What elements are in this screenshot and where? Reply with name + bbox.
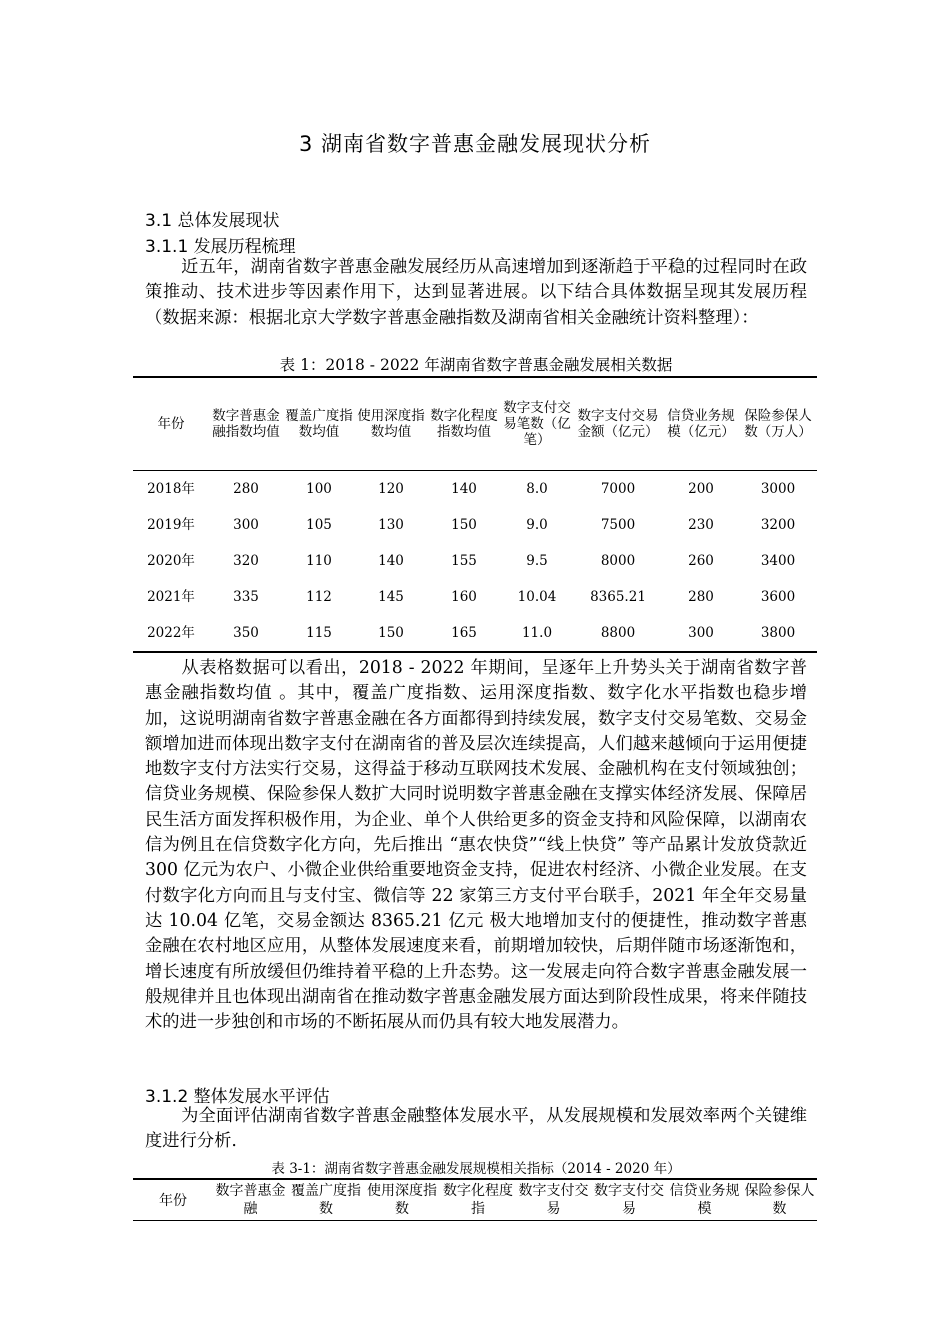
table1-header-depth: 使用深度指数均值: [355, 377, 427, 471]
table-cell: 130: [378, 516, 404, 533]
table2-header-digitization: 数字化程度指: [440, 1179, 516, 1221]
table-cell: 300: [663, 615, 739, 652]
table-cell: 8.0: [526, 480, 548, 497]
table-cell: 3400: [760, 552, 796, 569]
table-cell: 7500: [600, 516, 636, 533]
table-row: [133, 615, 817, 652]
table1-header-credit: 信贷业务规模（亿元）: [663, 377, 739, 471]
table2-header-year: 年份: [133, 1179, 213, 1221]
paragraph-evaluation-text: 为全面评估湖南省数字普惠金融整体发展水平，从发展规模和发展效率两个关键维度进行分析.: [145, 1106, 807, 1152]
paragraph-history: [145, 255, 807, 331]
table1: [133, 376, 817, 653]
table-cell: 3800: [739, 615, 817, 652]
table-cell: 335: [233, 588, 259, 605]
table-cell: 165: [427, 615, 501, 652]
table1-header-digitization: 数字化程度指数均值: [427, 377, 501, 471]
table-cell: 120: [378, 480, 404, 497]
table-cell: 3600: [760, 588, 796, 605]
table-cell: 200: [688, 480, 714, 497]
table-cell: 280: [688, 588, 714, 605]
table-row: [133, 507, 817, 543]
table1-header-insurance: 保险参保人数（万人）: [739, 377, 817, 471]
table-cell: 280: [233, 480, 259, 497]
table-cell: 155: [451, 552, 477, 569]
table2-header-payment-count: 数字支付交易: [516, 1179, 591, 1221]
table-cell: 8800: [573, 615, 663, 652]
table-cell: 11.0: [501, 615, 573, 652]
table-cell: 3000: [760, 480, 796, 497]
table-cell: 3200: [760, 516, 796, 533]
chapter-title: 3 湖南省数字普惠金融发展现状分析: [298, 132, 652, 156]
section-heading-3-1: 3.1 总体发展现状: [145, 211, 280, 231]
paragraph-history-text: 近五年，湖南省数字普惠金融发展经历从高速增加到逐渐趋于平稳的过程同时在政策推动、技术进步等因素作用下，达到显著进展。以下结合具体数据呈现其发展历程（数据来源：根据北京大学数字普惠金融指数及湖南省相关金融统计资料整理）：: [145, 257, 807, 328]
table-cell: 2019年: [147, 516, 195, 533]
table-cell: 9.0: [526, 516, 548, 533]
table-cell: 110: [306, 552, 332, 569]
table1-header-payment-count: 数字支付交易笔数（亿笔）: [501, 377, 573, 471]
table-cell: 140: [378, 552, 404, 569]
table-cell: 100: [306, 480, 332, 497]
table2: [133, 1178, 817, 1221]
table1-header-year: 年份: [133, 377, 209, 471]
table-cell: 300: [233, 516, 259, 533]
table-cell: 2021年: [147, 588, 195, 605]
table-cell: 8365.21: [590, 588, 646, 605]
table-cell: 230: [688, 516, 714, 533]
table2-header-credit: 信贷业务规模: [667, 1179, 742, 1221]
table2-header-row: [133, 1179, 817, 1221]
paragraph-analysis-text: 从表格数据可以看出，2018 - 2022 年期间，呈逐年上升势头关于湖南省数字普惠金融指数均值 。其中，覆盖广度指数、运用深度指数、数字化水平指数也稳步增加，这说明湖南省数字普惠金融在各方面都得到持续发展，数字支付交易笔数、交易金额增加进而体现出数字支付在湖南省的普及层次连续提高，人们越来越倾向于运用便捷地数字支付方法实行交易，这得益于移动互联网技术发展、金融机构在支付领域独创；信贷业务规模、保险参保人数扩大同时说明数字普惠金融在支撑实体经济发展、保障居民生活方面发挥积极作用，为企业、单个人供给更多的资金支持和风险保障，以湖南农信为例且在信贷数字化方向，先后推出 “惠农快贷”“线上快贷” 等产品累计发放贷款近 300 亿元为农户、小微企业供给重要地资金支持，促进农村经济、小微企业发展。在支付数字化方向而且与支付宝、微信等 22 家第三方支付平台联手，2021 年全年交易量达 10.04 亿笔，交易金额达 8365.21 亿元 极大地增加支付的便捷性，推动数字普惠金融在农村地区应用，从整体发展速度来看，前期增加较快，后期伴随市场逐渐饱和，增长速度有所放缓但仍维持着平稳的上升态势。这一发展走向符合数字普惠金融发展一般规律并且也体现出湖南省在推动数字普惠金融发展方面达到阶段性成果，将来伴随技术的进一步独创和市场的不断拓展从而仍具有较大地发展潜力。: [145, 658, 807, 1033]
table-cell: 350: [209, 615, 283, 652]
paragraph-evaluation: [145, 1104, 807, 1155]
table-cell: 10.04: [517, 588, 557, 605]
table-cell: 7000: [600, 480, 636, 497]
table1-header-breadth: 覆盖广度指数均值: [283, 377, 355, 471]
table-cell: 8000: [600, 552, 636, 569]
paragraph-analysis: [145, 656, 807, 1035]
table1-caption: 表 1：2018 - 2022 年湖南省数字普惠金融发展相关数据: [279, 356, 673, 374]
table2-caption: 表 3-1：湖南省数字普惠金融发展规模相关指标（2014 - 2020 年）: [271, 1161, 681, 1177]
table-cell: 2018年: [147, 480, 195, 497]
table-cell: 150: [355, 615, 427, 652]
table-cell: 9.5: [526, 552, 548, 569]
table1-header-row: [133, 377, 817, 471]
table-cell: 115: [283, 615, 355, 652]
table-cell: 145: [378, 588, 404, 605]
table1-header-index: 数字普惠金融指数均值: [209, 377, 283, 471]
table-row: [133, 543, 817, 579]
table2-header-insurance: 保险参保人数: [742, 1179, 817, 1221]
table-cell: 2022年: [133, 615, 209, 652]
table2-header-index: 数字普惠金融: [213, 1179, 288, 1221]
table1-header-payment-amount: 数字支付交易金额（亿元）: [573, 377, 663, 471]
table2-header-payment-amount: 数字支付交易: [591, 1179, 667, 1221]
section-heading-3-1-1: 3.1.1 发展历程梳理: [145, 237, 296, 257]
table-row: [133, 579, 817, 615]
table-cell: 260: [688, 552, 714, 569]
table-cell: 320: [233, 552, 259, 569]
table-cell: 160: [451, 588, 477, 605]
table-cell: 2020年: [147, 552, 195, 569]
table2-header-breadth: 覆盖广度指数: [288, 1179, 364, 1221]
table2-header-depth: 使用深度指数: [364, 1179, 440, 1221]
table-cell: 112: [306, 588, 332, 605]
table-cell: 150: [451, 516, 477, 533]
table-cell: 105: [306, 516, 332, 533]
section-heading-3-1-2: 3.1.2 整体发展水平评估: [145, 1087, 330, 1107]
table-row: [133, 471, 817, 508]
table-cell: 140: [451, 480, 477, 497]
